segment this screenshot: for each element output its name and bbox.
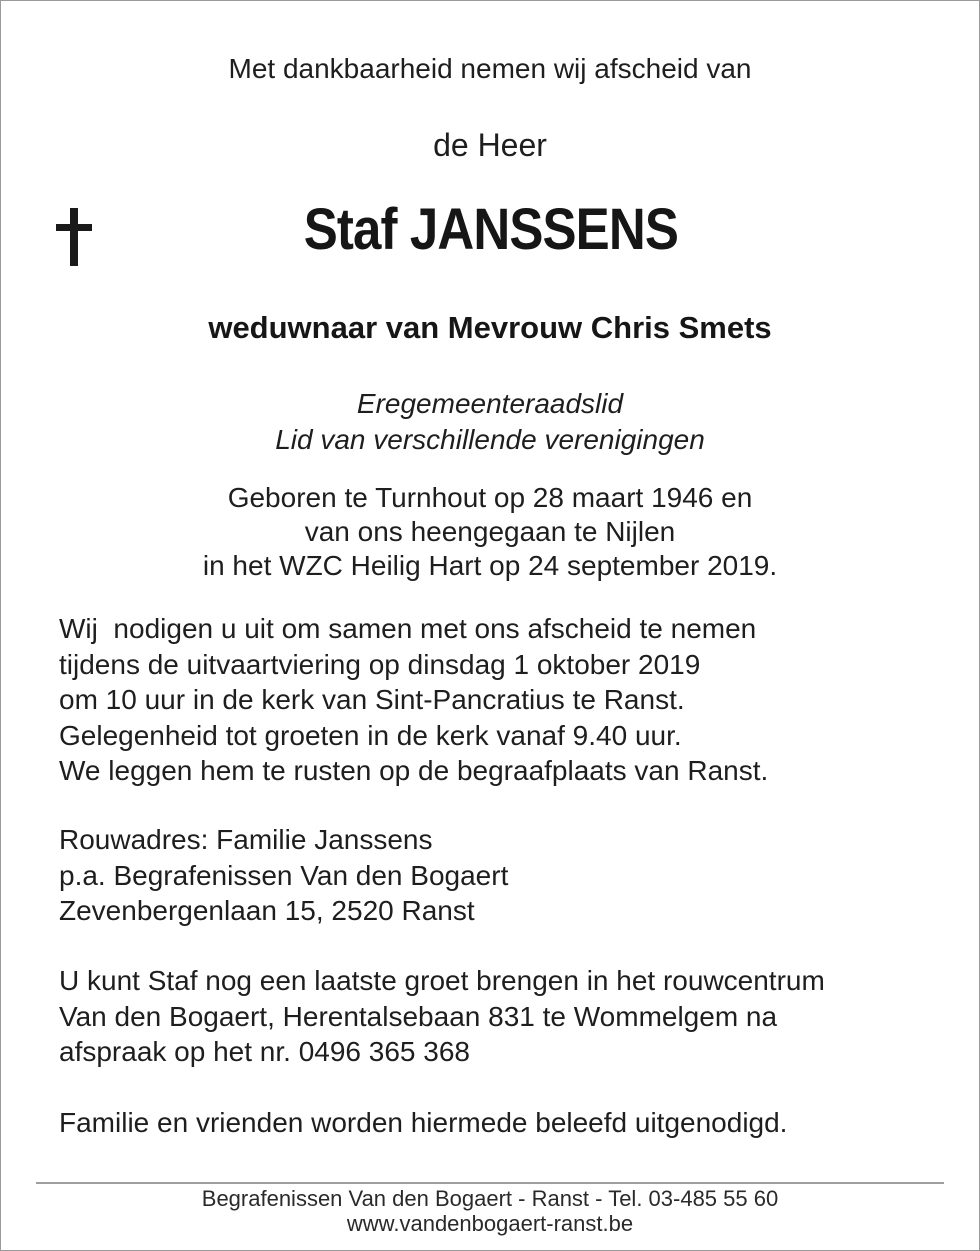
bio-block — [0, 481, 980, 583]
role-member: Lid van verschillende verenigingen — [275, 424, 705, 455]
address-line: p.a. Begrafenissen Van den Bogaert — [59, 859, 509, 891]
closing-line: Familie en vrienden worden hiermede beleefd uitgenodigd. — [59, 1107, 788, 1138]
invitation-line: Gelegenheid tot groeten in de kerk vanaf 9.40 uur. — [59, 719, 682, 751]
deceased-name: Staf JANSSENS — [303, 197, 678, 262]
invitation-block — [59, 611, 768, 789]
invitation-line: tijdens de uitvaartviering op dinsdag 1 oktober 2019 — [59, 648, 701, 680]
visit-line: Van den Bogaert, Herentalsebaan 831 te Wommelgem na — [59, 1000, 778, 1032]
bio-line: in het WZC Heilig Hart op 24 september 2019. — [202, 550, 778, 581]
salutation: de Heer — [433, 127, 547, 163]
invitation-line: Wij nodigen u uit om samen met ons afscheid te nemen — [59, 613, 757, 644]
bio-line: Geboren te Turnhout op 28 maart 1946 en — [227, 482, 753, 513]
address-line: Rouwadres: Familie Janssens — [59, 824, 433, 855]
address-block — [59, 822, 508, 929]
visit-line: afspraak op het nr. 0496 365 368 — [59, 1036, 470, 1067]
footer-divider — [36, 1182, 944, 1184]
funeral-home-contact: Begrafenissen Van den Bogaert - Ranst - Tel. 03-485 55 60 — [201, 1186, 779, 1211]
visit-line: U kunt Staf nog een laatste groet brengen in het rouwcentrum — [59, 965, 825, 996]
role-honorary: Eregemeenteraadslid — [356, 388, 624, 419]
intro-text: Met dankbaarheid nemen wij afscheid van — [228, 53, 752, 84]
spouse-line: weduwnaar van Mevrouw Chris Smets — [208, 310, 772, 345]
address-line: Zevenbergenlaan 15, 2520 Ranst — [59, 895, 475, 926]
visit-block — [59, 963, 825, 1070]
invitation-line: om 10 uur in de kerk van Sint-Pancratius te Ranst. — [59, 684, 685, 715]
bio-line: van ons heengegaan te Nijlen — [304, 516, 676, 547]
funeral-home-website: www.vandenbogaert-ranst.be — [346, 1211, 634, 1236]
invitation-line: We leggen hem te rusten op de begraafplaats van Ranst. — [59, 755, 769, 786]
